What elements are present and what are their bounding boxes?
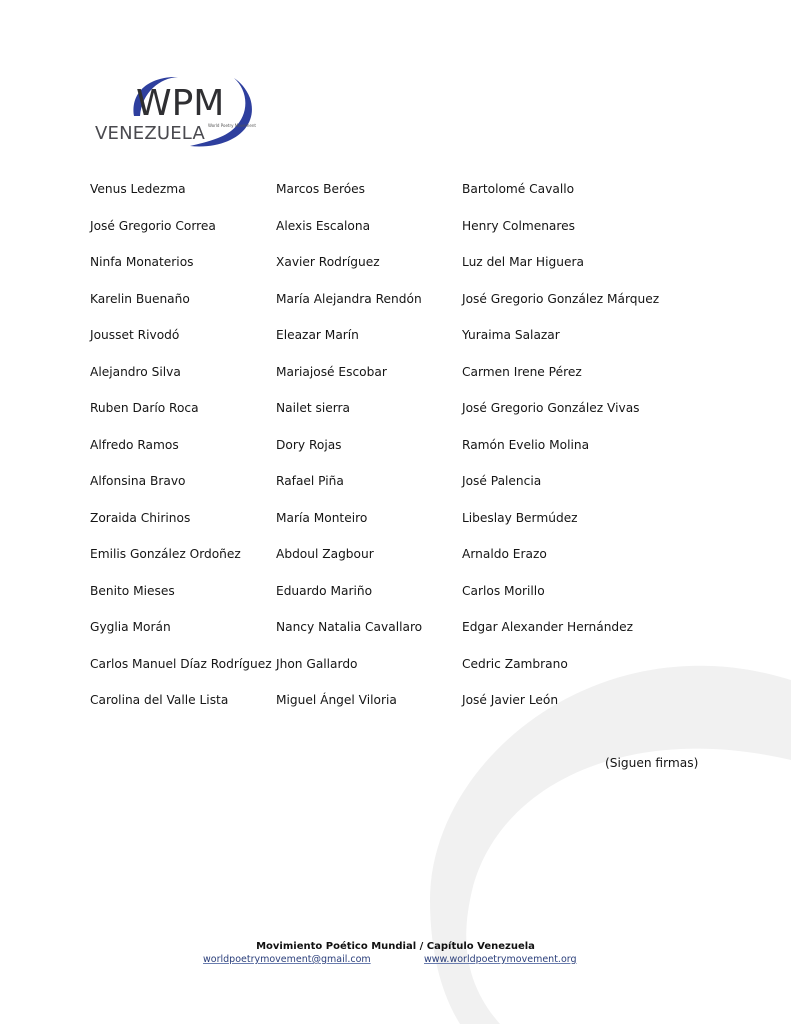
signature-name: María Monteiro <box>276 510 368 525</box>
signature-name: José Gregorio González Márquez <box>462 291 660 306</box>
signature-name: Yuraima Salazar <box>462 328 560 342</box>
signature-name: Xavier Rodríguez <box>276 255 380 269</box>
continues-note: (Siguen firmas) <box>605 756 699 770</box>
signature-name: Eleazar Marín <box>276 328 359 342</box>
signature-name: Carlos Morillo <box>462 583 545 598</box>
signature-name: Alexis Escalona <box>276 218 371 233</box>
signature-name: Ninfa Monaterios <box>90 255 194 269</box>
signature-name: José Gregorio González Vivas <box>462 401 640 415</box>
signature-name: Libeslay Bermúdez <box>462 510 578 525</box>
signature-name: Mariajosé Escobar <box>276 364 387 379</box>
logo-mark: WPM <box>136 83 225 124</box>
signature-name: Emilis González Ordoñez <box>90 547 241 561</box>
signature-name: Jousset Rivodó <box>90 328 180 342</box>
signature-name: Carolina del Valle Lista <box>90 693 229 707</box>
signature-name: Venus Ledezma <box>90 182 186 196</box>
logo-country: VENEZUELA <box>95 123 205 144</box>
signature-name: Henry Colmenares <box>462 218 575 233</box>
signature-name: José Gregorio Correa <box>90 218 216 233</box>
signature-name: Rafael Piña <box>276 474 344 488</box>
signature-name: Arnaldo Erazo <box>462 547 547 561</box>
signature-name: Nancy Natalia Cavallaro <box>276 620 423 634</box>
signature-name: Luz del Mar Higuera <box>462 255 584 269</box>
signature-name: María Alejandra Rendón <box>276 291 422 306</box>
signature-name: Ruben Darío Roca <box>90 401 199 415</box>
signature-name: Alejandro Silva <box>90 364 181 379</box>
signature-name: Bartolomé Cavallo <box>462 182 575 196</box>
signature-name: Carlos Manuel Díaz Rodríguez <box>90 656 272 671</box>
signature-name: Zoraida Chirinos <box>90 510 191 525</box>
signature-name: Eduardo Mariño <box>276 583 373 598</box>
wpm-logo <box>90 68 265 153</box>
signature-name: Cedric Zambrano <box>462 656 568 671</box>
signature-name: Alfredo Ramos <box>90 437 179 452</box>
signature-list <box>90 180 722 728</box>
signature-name: Carmen Irene Pérez <box>462 364 582 379</box>
signature-name: Dory Rojas <box>276 437 342 452</box>
footer-website-link[interactable]: www.worldpoetrymovement.org <box>424 954 577 965</box>
signature-name: José Palencia <box>462 474 542 488</box>
signature-name: Marcos Beróes <box>276 182 366 196</box>
signature-name: Nailet sierra <box>276 401 351 415</box>
signature-name: Alfonsina Bravo <box>90 474 186 488</box>
signature-name: José Javier León <box>462 693 559 707</box>
signature-name: Abdoul Zagbour <box>276 547 374 561</box>
logo-tagline: World Poetry Movement <box>208 123 256 128</box>
signature-name: Ramón Evelio Molina <box>462 437 590 452</box>
signature-name: Edgar Alexander Hernández <box>462 620 634 634</box>
footer-title: Movimiento Poético Mundial / Capítulo Venezuela <box>256 941 535 952</box>
signature-name: Miguel Ángel Viloria <box>276 693 397 707</box>
footer-email-link[interactable]: worldpoetrymovement@gmail.com <box>203 954 371 965</box>
signature-name: Karelin Buenaño <box>90 291 190 306</box>
signature-name: Gyglia Morán <box>90 620 171 634</box>
signature-name: Jhon Gallardo <box>276 656 358 671</box>
signature-name: Benito Mieses <box>90 583 175 598</box>
